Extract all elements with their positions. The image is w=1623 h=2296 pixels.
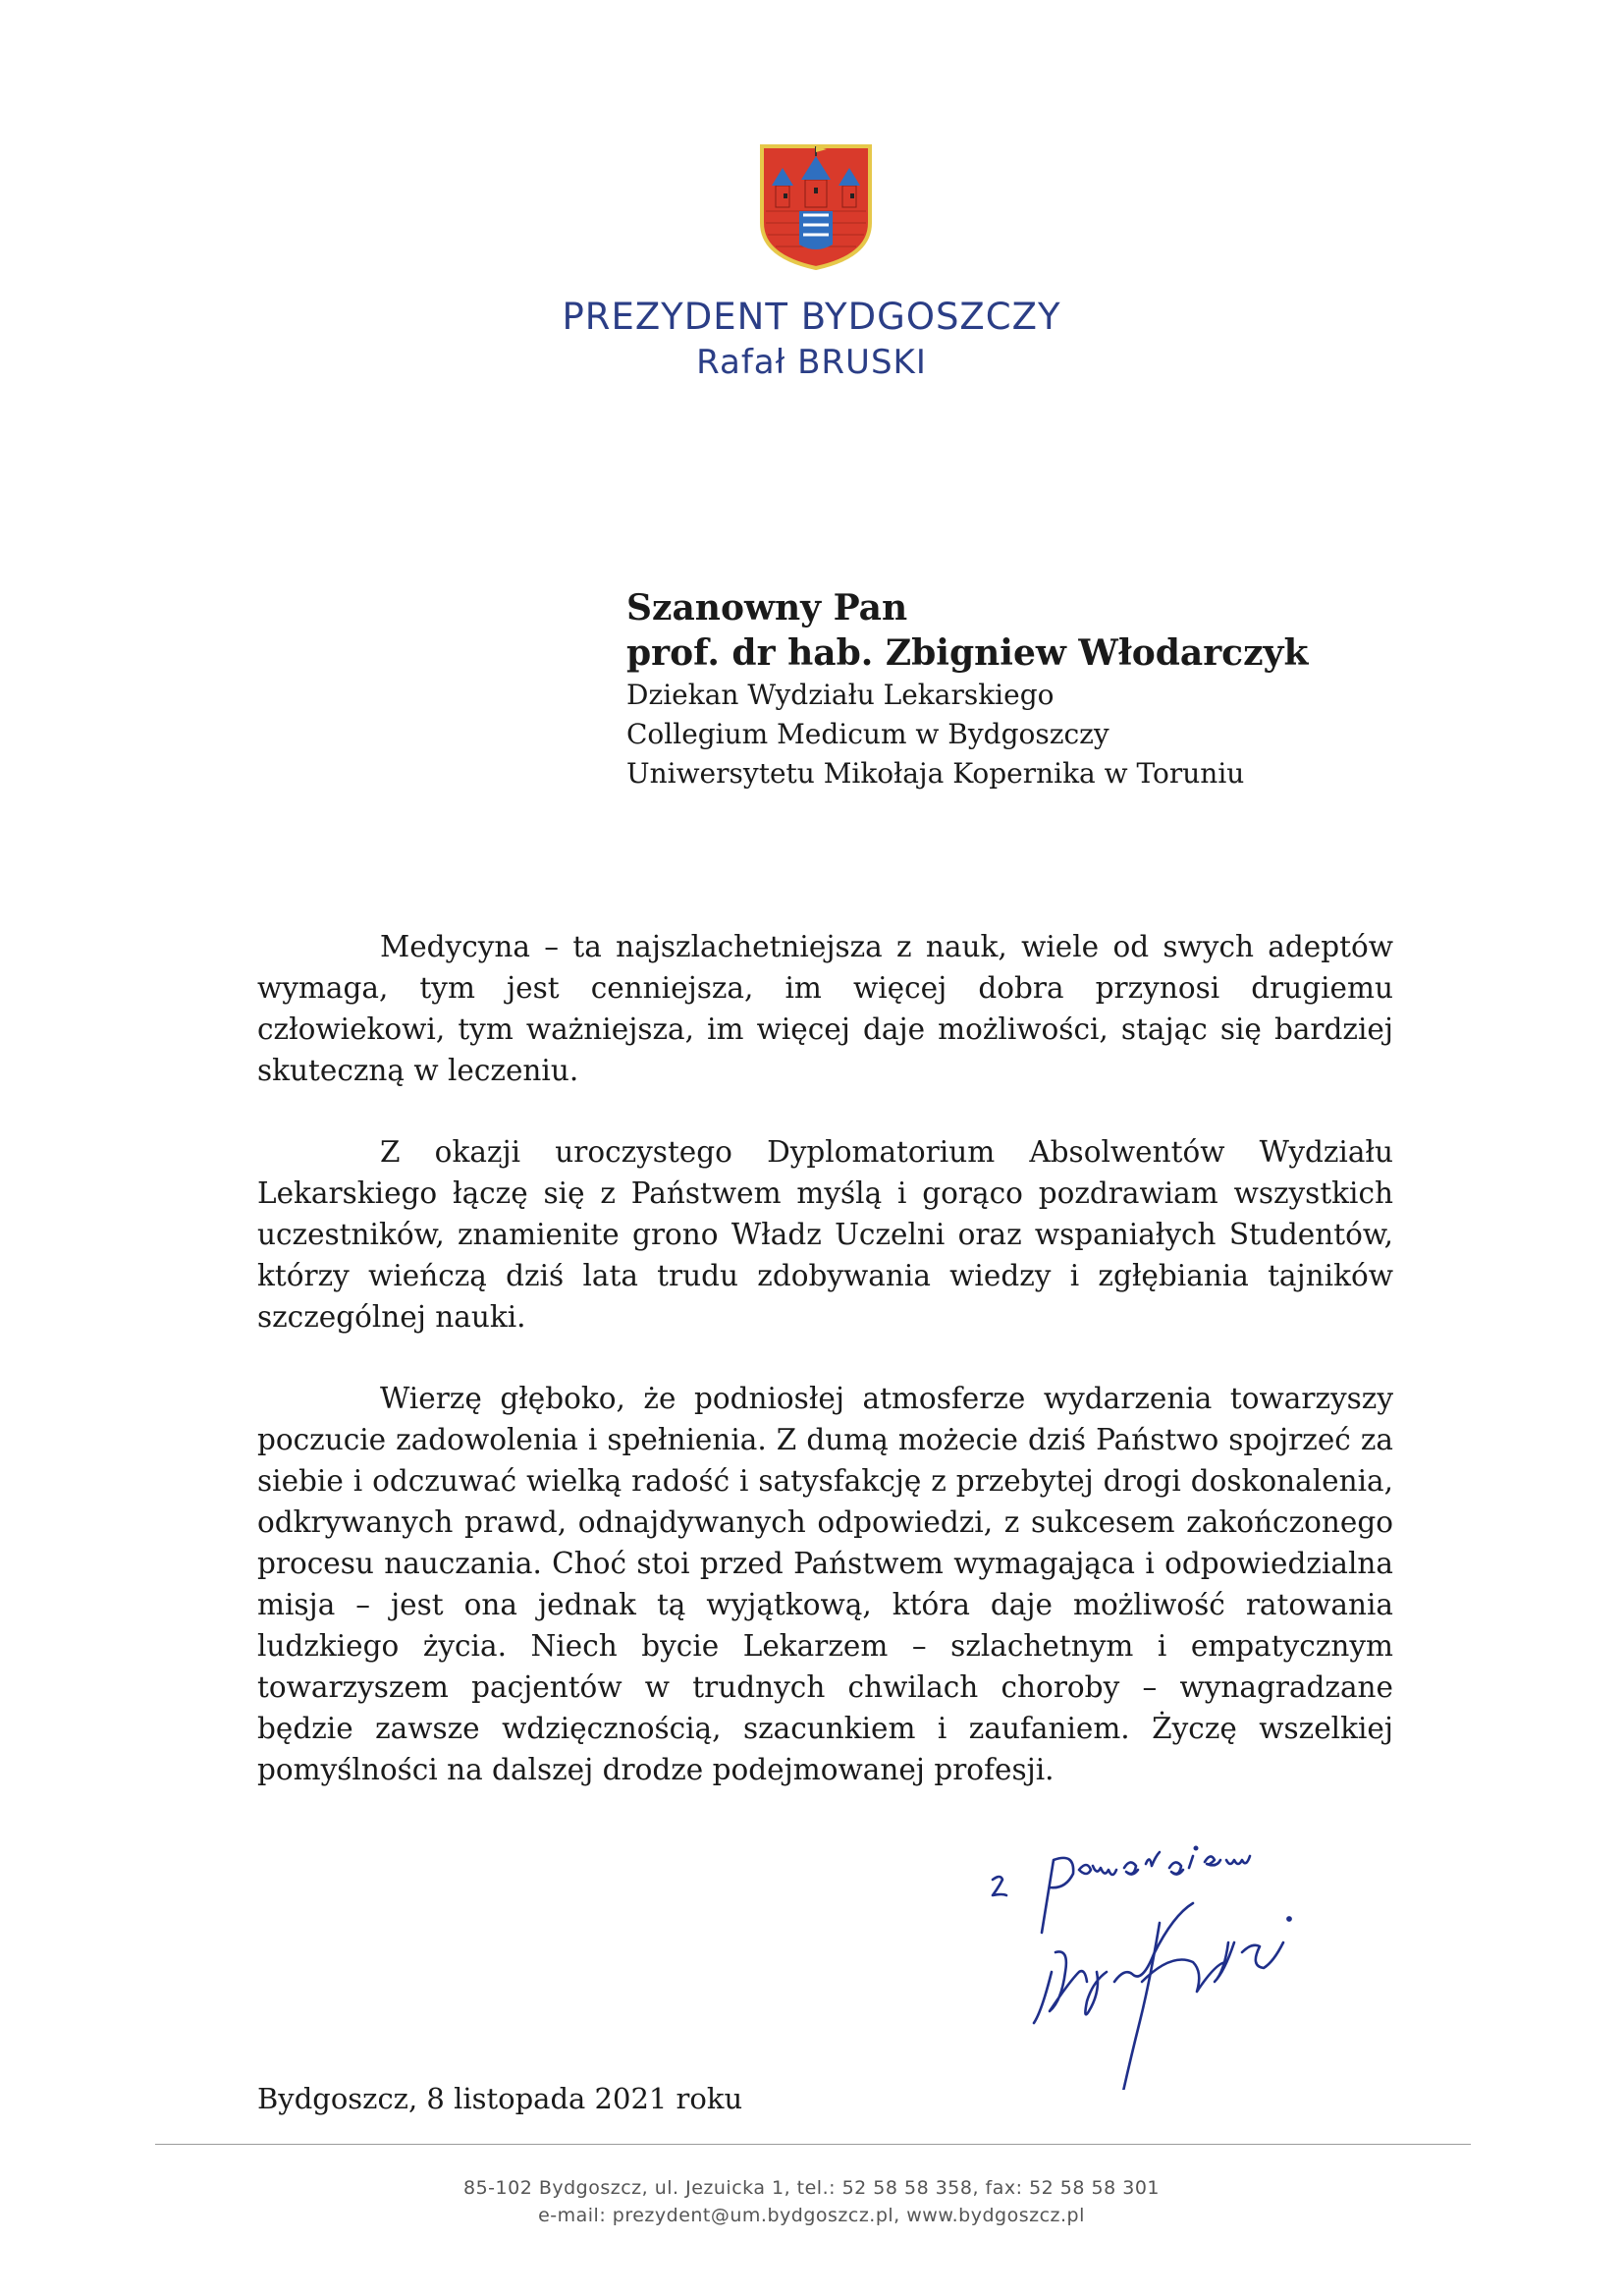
footer-contact: e-mail: prezydent@um.bydgoszcz.pl, www.bydgoszcz.pl (538, 2205, 1085, 2226)
letterhead-title: PREZYDENT BYDGOSZCZY (562, 296, 1061, 338)
letter-body (257, 926, 1393, 1831)
body-paragraph: Wierzę głęboko, że podniosłej atmosferze wydarzenia towarzyszy poczucie zadowolenia i spełnienia. Z dumą możecie dziś Państwo spojrzeć za siebie i odczuwać wielką radość i satysfakcję z przebytej drogi doskonalenia, odkrywanych prawd, odnajdywanych odpowiedzi, z sukcesem zakończonego procesu nauczania. Choć stoi przed Państwem wymagająca i odpowiedzialna misja – jest ona jednak tą wyjątkową, która daje możliwość ratowania ludzkiego życia. Niech bycie Lekarzem – szlachetnym i empatycznym towarzyszem pacjentów w trudnych chwilach choroby – wynagradzane będzie zawsze wdzięcznością, szacunkiem i zaufaniem. Życzę wszelkiej pomyślności na dalszej drodze podejmowanej profesji. (257, 1382, 1393, 1786)
addressee-line: Collegium Medicum w Bydgoszczy (626, 718, 1109, 750)
footer-address: 85-102 Bydgoszcz, ul. Jezuicka 1, tel.: 52 58 58 358, fax: 52 58 58 301 (462, 2177, 1160, 2199)
body-paragraph: Z okazji uroczystego Dyplomatorium Absolwentów Wydziału Lekarskiego łączę się z Państwem myślą i gorąco pozdrawiam wszystkich uczestników, znamienite grono Władz Uczelni oraz wspaniałych Studentów, którzy wieńczą dziś lata trudu zdobywania wiedzy i zgłębiania tajników szczególnej nauki. (257, 1135, 1393, 1334)
addressee-salutation: Szanowny Pan (626, 587, 908, 629)
footer-divider (155, 2144, 1471, 2145)
addressee-name: prof. dr hab. Zbigniew Włodarczyk (626, 632, 1309, 674)
letterhead-name: Rafał BRUSKI (696, 343, 927, 382)
body-paragraph: Medycyna – ta najszlachetniejsza z nauk, wiele od swych adeptów wymaga, tym jest cenniejsza, im więcej dobra przynosi drugiemu człowiekowi, tym ważniejsza, im więcej daje możliwości, stając się bardziej skuteczną w leczeniu. (257, 930, 1393, 1087)
letter-footer (0, 2174, 1623, 2229)
addressee-line: Dziekan Wydziału Lekarskiego (626, 679, 1055, 711)
closing-signature-block (977, 1834, 1399, 2090)
handwritten-signature-icon (1034, 1903, 1291, 2090)
closing-handwriting-icon (993, 1847, 1250, 1933)
addressee-line: Uniwersytetu Mikołaja Kopernika w Toruniu (626, 757, 1245, 790)
letterhead (0, 295, 1623, 385)
coat-of-arms-icon (758, 142, 874, 272)
letter-date: Bydgoszcz, 8 listopada 2021 roku (257, 2082, 743, 2115)
addressee-block (626, 585, 1373, 793)
